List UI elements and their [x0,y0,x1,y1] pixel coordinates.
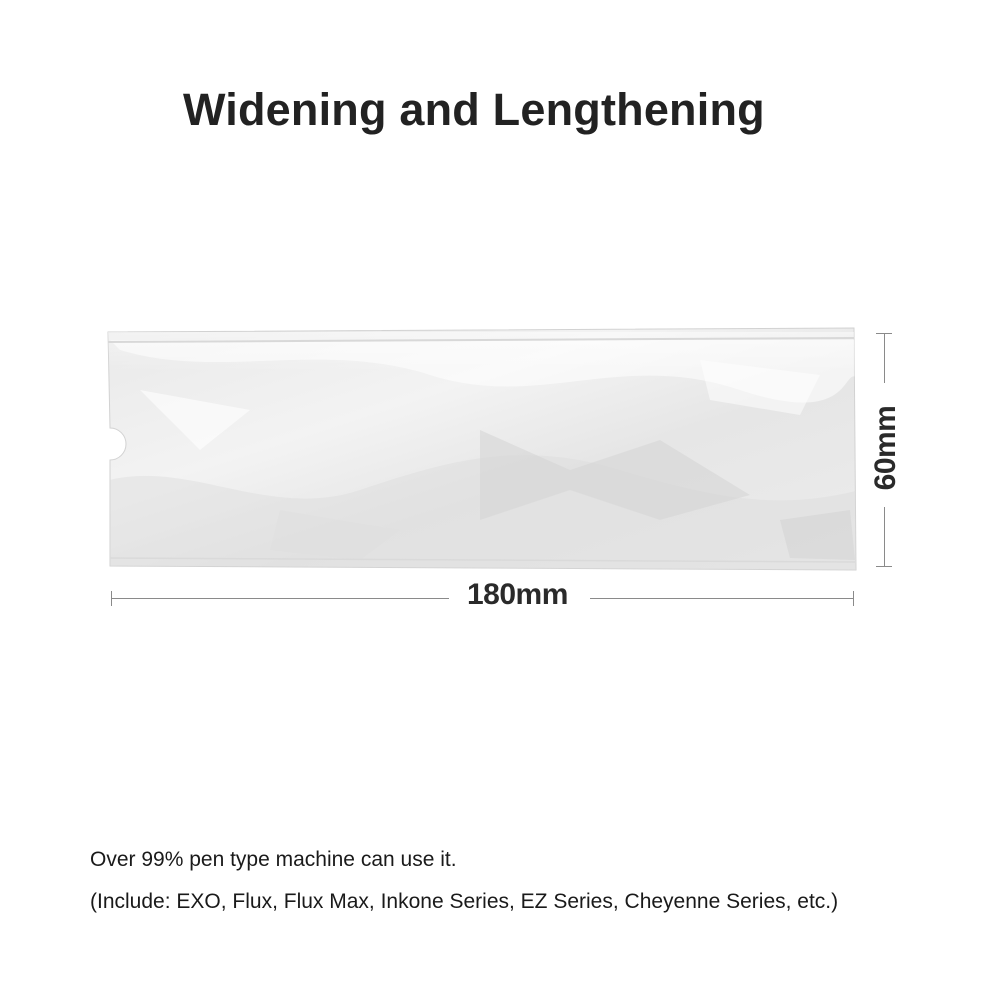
plastic-bag-illustration [100,320,870,580]
height-dimension-line-bottom [884,507,885,567]
width-dimension-line-left [111,598,449,599]
width-dimension-line-right [590,598,854,599]
height-dimension-tick-bottom [876,566,892,567]
width-dimension-tick-right [853,591,854,606]
compatibility-note: Over 99% pen type machine can use it. [90,848,457,871]
width-dimension-label: 180mm [467,578,568,611]
width-dimension-tick-left [111,591,112,606]
height-dimension-line-top [884,333,885,383]
height-dimension-tick-top [876,333,892,334]
compatible-models-note: (Include: EXO, Flux, Flux Max, Inkone Series, EZ Series, Cheyenne Series, etc.) [90,890,839,913]
height-dimension-label: 60mm [869,405,902,491]
page-title: Widening and Lengthening [183,84,765,135]
